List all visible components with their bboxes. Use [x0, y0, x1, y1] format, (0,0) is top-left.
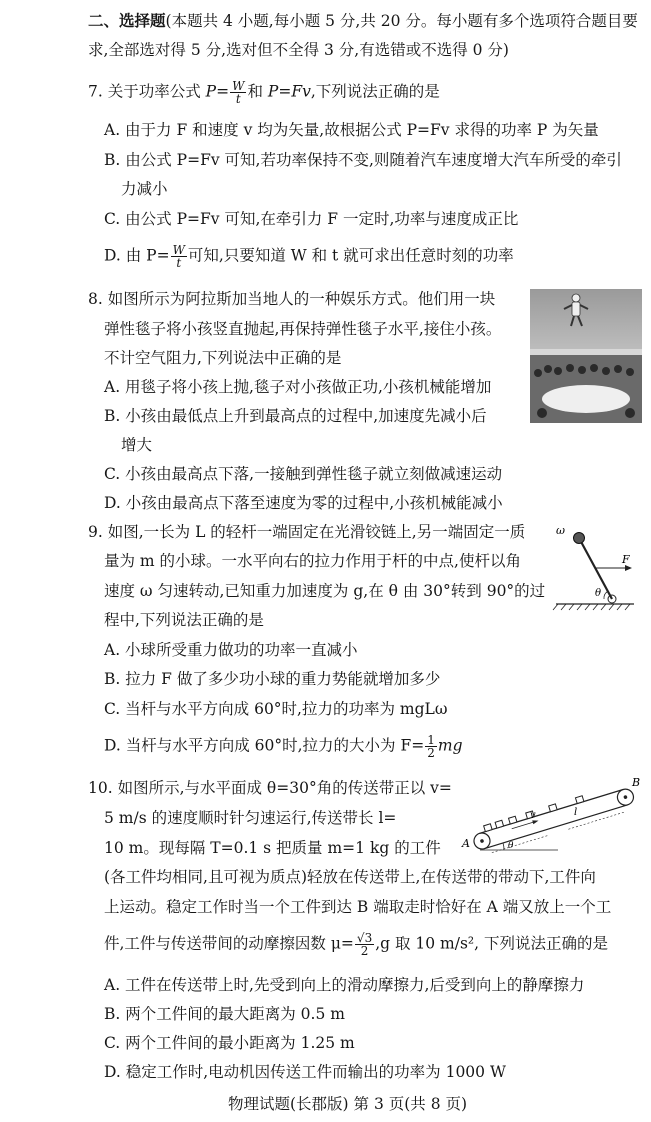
lever-diagram — [548, 520, 640, 612]
q8-option-b-2: 增大 — [121, 436, 153, 454]
section-note-2: 求,全部选对得 5 分,选对但不全得 3 分,有选错或不选得 0 分) — [88, 41, 509, 59]
q7-option-b-2: 力减小 — [121, 180, 168, 198]
page-footer: 物理试题(长郡版) 第 3 页(共 8 页) — [228, 1095, 468, 1113]
q9-option-b: B. 拉力 F 做了多少功小球的重力势能就增加多少 — [104, 670, 441, 688]
point-a-label: A — [462, 837, 470, 850]
q7-option-d: D. 由 P= $\frac{W}{t}$ 可知,只要知道 W 和 t 就可求出任意时刻的功率 — [104, 243, 514, 270]
force-label: F — [622, 553, 630, 566]
q9-option-c: C. 当杆与水平方向成 60°时,拉力的功率为 mgLω — [104, 700, 448, 718]
q10-stem-4: (各工件均相同,且可视为质点)轻放在传送带上,在传送带的带动下,工件向 — [104, 868, 596, 886]
q10-stem-2: 5 m/s 的速度顺时针匀速运行,传送带长 l= — [104, 809, 397, 827]
velocity-label: v — [530, 810, 536, 821]
q10-stem-6: 件,工件与传送带间的动摩擦因数 μ= $\frac{√3}{2}$ ,g 取 10 m/s², 下列说法正确的是 — [104, 931, 608, 958]
q10-option-a: A. 工件在传送带上时,先受到向上的滑动摩擦力,后受到向上的静摩擦力 — [104, 976, 585, 994]
q10-option-c: C. 两个工件间的最小距离为 1.25 m — [104, 1034, 355, 1052]
conveyor-diagram — [458, 775, 644, 857]
q9-stem-2: 量为 m 的小球。一水平向右的拉力作用于杆的中点,使杆以角 — [104, 552, 521, 570]
q10-stem-5: 上运动。稳定工作时当一个工件到达 B 端取走时恰好在 A 端又放上一个工 — [104, 898, 612, 916]
section-title: 二、选择题 — [88, 11, 166, 30]
q8-option-b-1: B. 小孩由最低点上升到最高点的过程中,加速度先减小后 — [104, 407, 487, 425]
length-label: l — [574, 807, 578, 818]
blanket-toss-photo — [530, 289, 642, 423]
omega-label: ω — [556, 524, 565, 537]
theta-label: θ — [508, 841, 514, 851]
section-header — [88, 10, 638, 32]
q7-option-c: C. 由公式 P=Fv 可知,在牵引力 F 一定时,功率与速度成正比 — [104, 210, 519, 228]
q9-d-fraction: $\frac{1}{2}$ — [427, 733, 435, 760]
q10-stem-3: 10 m。现每隔 T=0.1 s 把质量 m=1 kg 的工件 — [104, 839, 441, 857]
q8-stem-2: 弹性毯子将小孩竖直抛起,再保持弹性毯子水平,接住小孩。 — [104, 320, 502, 338]
q9-option-d: D. 当杆与水平方向成 60°时,拉力的大小为 F= $\frac{1}{2}$ mg — [104, 733, 463, 760]
q7-d-fraction: $\frac{W}{t}$ — [172, 243, 185, 270]
q10-option-d: D. 稳定工作时,电动机因传送工件而输出的功率为 1000 W — [104, 1063, 506, 1081]
theta-label: θ — [595, 588, 602, 599]
q7-option-b-1: B. 由公式 P=Fv 可知,若功率保持不变,则随着汽车速度增大汽车所受的牵引 — [104, 151, 622, 169]
section-note-1: (本题共 4 小题,每小题 5 分,共 20 分。每小题有多个选项符合题目要 — [165, 12, 638, 30]
q10-stem-1: 10. 如图所示,与水平面成 θ=30°角的传送带正以 v= — [88, 779, 452, 797]
q9-stem-4: 程中,下列说法正确的是 — [104, 611, 264, 629]
q8-option-a: A. 用毯子将小孩上抛,毯子对小孩做正功,小孩机械能增加 — [104, 378, 492, 396]
q10-mu-fraction: $\frac{√3}{2}$ — [356, 931, 373, 958]
q7-fraction-w-t: $\frac{W}{t}$ — [232, 79, 245, 106]
q9-stem-3: 速度 ω 匀速转动,已知重力加速度为 g,在 θ 由 30°转到 90°的过 — [104, 582, 546, 600]
q7-stem: 7. 关于功率公式 P= $\frac{W}{t}$ 和 P=Fv,下列说法正确的是 — [88, 79, 440, 106]
q8-stem-1: 8. 如图所示为阿拉斯加当地人的一种娱乐方式。他们用一块 — [88, 290, 496, 308]
q8-stem-3: 不计空气阻力,下列说法中正确的是 — [104, 349, 342, 367]
q9-option-a: A. 小球所受重力做功的功率一直减小 — [104, 641, 358, 659]
q8-option-c: C. 小孩由最高点下落,一接触到弹性毯子就立刻做减速运动 — [104, 465, 503, 483]
q9-stem-1: 9. 如图,一长为 L 的轻杆一端固定在光滑铰链上,另一端固定一质 — [88, 523, 526, 541]
point-b-label: B — [632, 776, 641, 789]
q7-option-a: A. 由于力 F 和速度 v 均为矢量,故根据公式 P=Fv 求得的功率 P 为矢量 — [104, 121, 599, 139]
q10-option-b: B. 两个工件间的最大距离为 0.5 m — [104, 1005, 345, 1023]
q8-option-d: D. 小孩由最高点下落至速度为零的过程中,小孩机械能减小 — [104, 494, 503, 512]
